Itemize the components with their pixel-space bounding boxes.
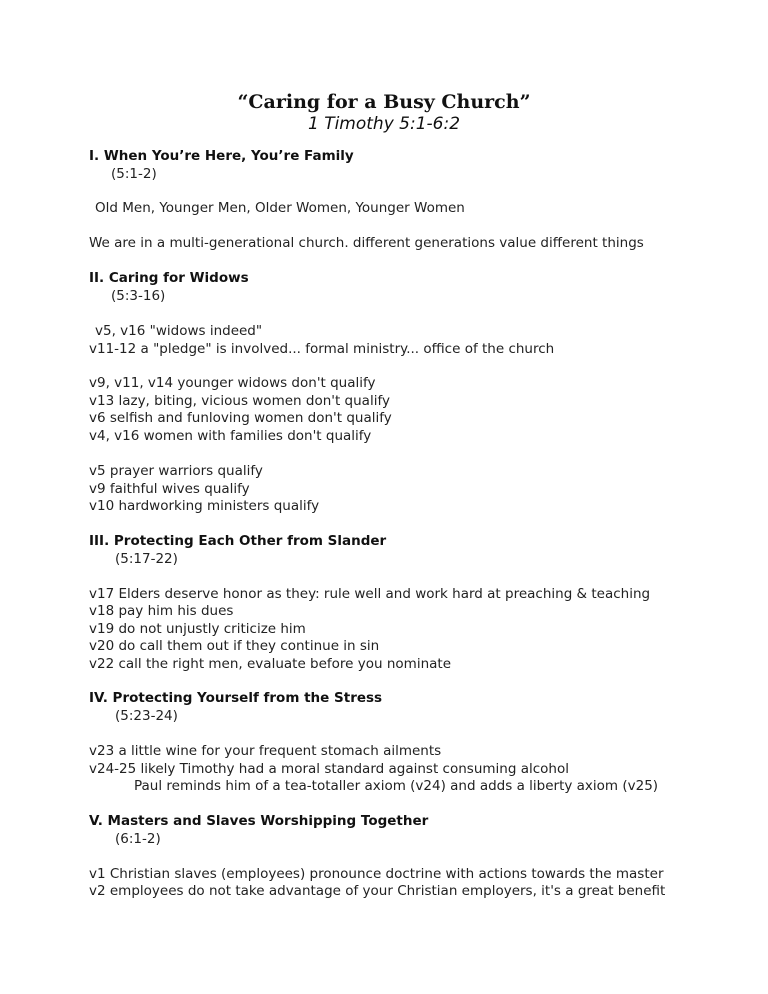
section-3-line: v22 call the right men, evaluate before you nominate (89, 656, 452, 672)
section-3-line: v19 do not unjustly criticize him (89, 621, 306, 637)
section-2-line: v5, v16 "widows indeed" (95, 323, 263, 339)
scripture-reference: 1 Timothy 5:1-6:2 (307, 114, 461, 134)
section-2-ref: (5:3-16) (111, 288, 166, 304)
section-3-line: v17 Elders deserve honor as they: rule well and work hard at preaching & teaching (89, 586, 651, 602)
section-5-heading: V. Masters and Slaves Worshipping Together (89, 813, 429, 829)
section-1-heading: I. When You’re Here, You’re Family (89, 148, 354, 164)
section-2-line: v6 selfish and funloving women don't qualify (89, 410, 392, 426)
section-2-heading: II. Caring for Widows (89, 270, 249, 286)
section-5-line: v1 Christian slaves (employees) pronounce doctrine with actions towards the master (89, 866, 664, 882)
section-2-line: v4, v16 women with families don't qualify (89, 428, 372, 444)
section-4-line: v24-25 likely Timothy had a moral standard against consuming alcohol (89, 761, 569, 777)
section-4-heading: IV. Protecting Yourself from the Stress (89, 690, 383, 706)
section-3-heading: III. Protecting Each Other from Slander (89, 533, 387, 549)
section-3-line: v20 do call them out if they continue in sin (89, 638, 380, 654)
section-2-line: v13 lazy, biting, vicious women don't qualify (89, 393, 390, 409)
section-2-line: v5 prayer warriors qualify (89, 463, 263, 479)
section-3-line: v18 pay him his dues (89, 603, 234, 619)
section-4-ref: (5:23-24) (115, 708, 178, 724)
section-2-line: v9, v11, v14 younger widows don't qualify (89, 375, 376, 391)
section-2-line: v11-12 a "pledge" is involved... formal ministry... office of the church (89, 341, 555, 357)
section-4-line: Paul reminds him of a tea-totaller axiom (v24) and adds a liberty axiom (v25) (134, 778, 659, 794)
section-1-ref: (5:1-2) (111, 166, 157, 182)
section-3-ref: (5:17-22) (115, 551, 178, 567)
sermon-title: “Caring for a Busy Church” (237, 91, 531, 113)
section-2-line: v9 faithful wives qualify (89, 481, 250, 497)
section-1-line: We are in a multi-generational church. different generations value different things (89, 235, 644, 251)
section-2-line: v10 hardworking ministers qualify (89, 498, 320, 514)
section-5-ref: (6:1-2) (115, 831, 161, 847)
section-5-line: v2 employees do not take advantage of your Christian employers, it's a great benefit (89, 883, 666, 899)
section-4-line: v23 a little wine for your frequent stomach ailments (89, 743, 442, 759)
section-1-line: Old Men, Younger Men, Older Women, Younger Women (95, 200, 465, 216)
